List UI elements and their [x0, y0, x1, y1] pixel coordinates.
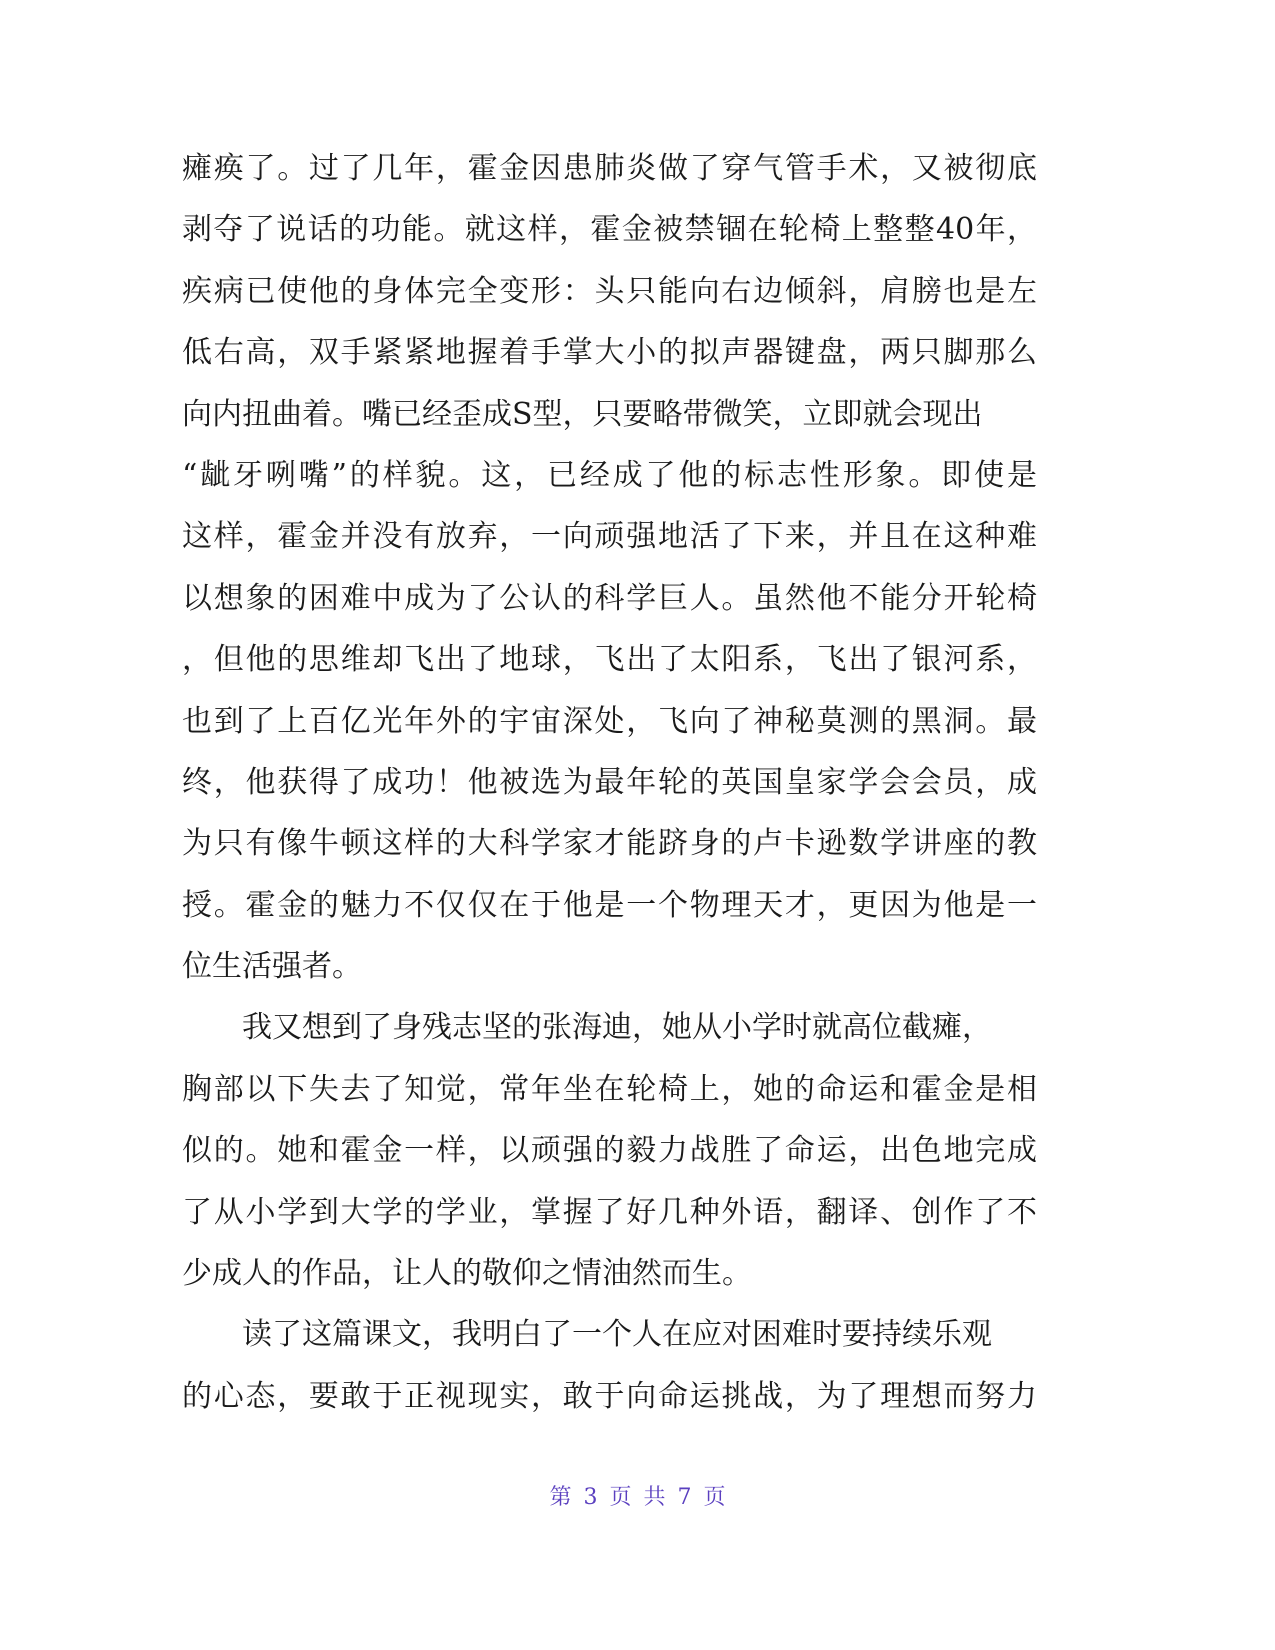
- body-text: [182, 138, 1037, 1427]
- text-line: 疾病已使他的身体完全变形：头只能向右边倾斜，肩膀也是左: [182, 273, 1037, 309]
- text-line: ，但他的思维却飞出了地球，飞出了太阳系，飞出了银河系，: [182, 642, 1037, 678]
- footer-total-pages: 7: [677, 1485, 692, 1510]
- text-line: 授。霍金的魅力不仅仅在于他是一个物理天才，更因为他是一: [182, 887, 1037, 923]
- text-line: 这样，霍金并没有放弃，一向顽强地活了下来，并且在这种难: [182, 519, 1037, 555]
- text-line: 以想象的困难中成为了公认的科学巨人。虽然他不能分开轮椅: [182, 580, 1037, 616]
- text-line: 也到了上百亿光年外的宇宙深处，飞向了神秘莫测的黑洞。最: [182, 703, 1037, 739]
- text-line: 读了这篇课文，我明白了一个人在应对困难时要持续乐观: [242, 1317, 992, 1353]
- text-line: 为只有像牛顿这样的大科学家才能跻身的卢卡逊数学讲座的教: [182, 826, 1037, 862]
- footer-page-word: 第: [549, 1485, 572, 1510]
- text-line: 的心态，要敢于正视现实，敢于向命运挑战，为了理想而努力: [182, 1378, 1037, 1414]
- footer-total-unit: 页: [703, 1485, 726, 1510]
- footer-current-page: 3: [583, 1485, 598, 1510]
- footer-total-word: 共: [643, 1485, 666, 1510]
- text-line: 似的。她和霍金一样，以顽强的毅力战胜了命运，出色地完成: [182, 1133, 1037, 1169]
- page-footer: [0, 1480, 1275, 1511]
- text-line: 位生活强者。: [182, 949, 362, 985]
- text-line: 瘫痪了。过了几年，霍金因患肺炎做了穿气管手术，又被彻底: [182, 151, 1037, 186]
- text-line: “龇牙咧嘴”的样貌。这，已经成了他的标志性形象。即使是: [182, 457, 1037, 493]
- text-line: 我又想到了身残志坚的张海迪，她从小学时就高位截瘫，: [242, 1010, 992, 1046]
- text-line: 低右高，双手紧紧地握着手掌大小的拟声器键盘，两只脚那么: [182, 335, 1037, 371]
- text-line: 了从小学到大学的学业，掌握了好几种外语，翻译、创作了不: [182, 1194, 1037, 1230]
- text-line: 终，他获得了成功！他被选为最年轮的英国皇家学会会员，成: [182, 764, 1037, 800]
- text-line: 少成人的作品，让人的敬仰之情油然而生。: [182, 1256, 752, 1292]
- text-line: 向内扭曲着。嘴已经歪成S型，只要略带微笑，立即就会现出: [182, 396, 983, 432]
- text-line: 剥夺了说话的功能。就这样，霍金被禁锢在轮椅上整整40年，: [182, 212, 1037, 248]
- footer-page-unit: 页: [609, 1485, 632, 1510]
- text-line: 胸部以下失去了知觉，常年坐在轮椅上，她的命运和霍金是相: [182, 1071, 1037, 1107]
